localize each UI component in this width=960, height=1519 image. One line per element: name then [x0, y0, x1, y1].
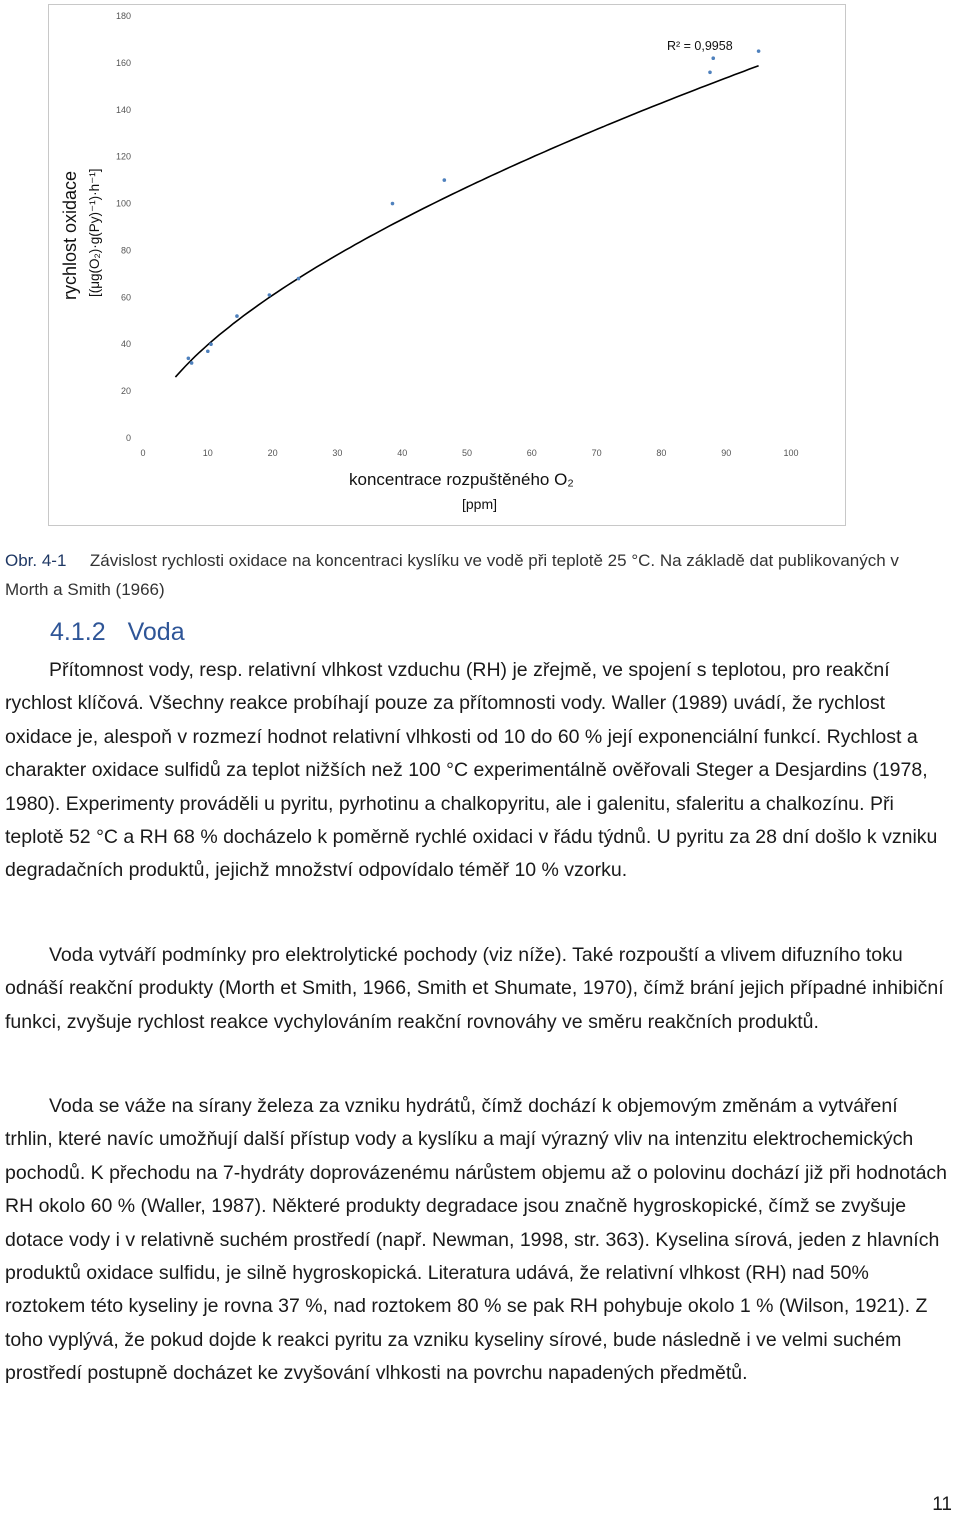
figure-caption	[5, 546, 945, 604]
x-tick-label: 40	[397, 448, 408, 458]
paragraph	[5, 939, 950, 1039]
y-tick-label: 140	[115, 104, 131, 115]
y-axis-unit: [(μg(O₂)·g(Py)⁻¹)·h⁻¹]	[87, 168, 102, 297]
x-tick-label: 90	[721, 448, 732, 458]
figure-chart	[48, 4, 846, 526]
y-tick-label: 180	[115, 11, 131, 21]
section-title: Voda	[127, 618, 185, 646]
y-tick-label: 60	[120, 292, 131, 303]
section-number: 4.1.2	[50, 618, 106, 646]
x-tick-label: 100	[783, 448, 799, 458]
data-point	[206, 349, 210, 353]
y-axis-ticks	[116, 11, 131, 443]
x-tick-label: 0	[140, 448, 146, 458]
caption-label: Obr. 4-1	[5, 551, 67, 570]
paragraph-text: Voda vytváří podmínky pro elektrolytické pochody (viz níže). Také rozpouští a vlivem difuzního toku odnáší reakční produkty (Morth et Smith, 1966, Smith et Shumate, 1970), čímž brání jejich případné inhibiční funkci, zvyšuje rychlost reakce vychylováním reakční rovnováhy ve směru reakčních produktů.	[5, 944, 944, 1033]
y-tick-label: 160	[115, 57, 131, 68]
data-point	[443, 178, 447, 182]
y-tick-label: 0	[125, 433, 131, 443]
x-tick-label: 80	[656, 448, 667, 458]
paragraph	[5, 654, 950, 888]
data-point	[268, 293, 272, 297]
data-points	[187, 49, 761, 364]
data-point	[297, 277, 301, 281]
paragraph	[5, 1090, 950, 1391]
data-point	[235, 314, 239, 318]
y-tick-label: 20	[120, 386, 131, 397]
trendline	[175, 66, 758, 377]
data-point	[708, 70, 712, 74]
data-point	[757, 49, 761, 53]
data-point	[209, 342, 213, 346]
x-tick-label: 70	[591, 448, 602, 458]
x-tick-label: 50	[461, 448, 473, 458]
section-heading	[50, 618, 185, 647]
y-tick-label: 100	[115, 198, 131, 209]
x-tick-label: 30	[332, 448, 343, 458]
data-point	[187, 356, 191, 360]
y-tick-label: 40	[120, 339, 131, 350]
x-axis-ticks	[140, 448, 798, 458]
x-tick-label: 60	[526, 448, 537, 458]
data-point	[391, 202, 395, 206]
r-squared-annotation: R² = 0,9958	[667, 39, 733, 53]
caption-text: Závislost rychlosti oxidace na koncentraci kyslíku ve vodě při teplotě 25 °C. Na základě dat publikovaných v Morth a Smith (1966)	[5, 551, 899, 599]
data-point	[190, 361, 194, 365]
x-tick-label: 10	[202, 448, 213, 458]
x-axis-unit: [ppm]	[462, 496, 498, 512]
oxidation-rate-chart	[49, 5, 847, 527]
y-tick-label: 80	[120, 245, 131, 256]
paragraph-text: Voda se váže na sírany železa za vzniku hydrátů, čímž dochází k objemovým změnám a vytváření trhlin, které navíc umožňují další přístup vody a kyslíku a mají výrazný vliv na intenzitu elektrochemických pochodů. K přechodu na 7-hydráty doprovázenému nárůstem objemu až o polovinu dochází již při hodnotách RH okolo 60 % (Waller, 1987). Některé produkty degradace jsou značně hygroskopické, čímž se zvyšuje dotace vody i v relativně suchém prostředí (např. Newman, 1998, str. 363). Kyselina sírová, jeden z hlavních produktů oxidace sulfidu, je silně hygroskopická. Literatura udává, že relativní vlhkost (RH) nad 50% roztokem této kyseliny je rovna 37 %, nad roztokem 80 % se pak RH pohybuje okolo 1 % (Wilson, 1921). Z toho vyplývá, že pokud dojde k reakci pyritu za vzniku kyseliny sírové, bude následně i ve velmi suchém prostředí postupně docházet ke zvyšování vlhkosti na povrchu napadených předmětů.	[5, 1095, 948, 1385]
paragraph-text: Přítomnost vody, resp. relativní vlhkost vzduchu (RH) je zřejmě, ve spojení s teplotou, pro reakční rychlost klíčová. Všechny reakce probíhají pouze za přítomnosti vody. Waller (1989) uvádí, že rychlost oxidace je, alespoň v rozmezí hodnot relativní vlhkosti od 10 do 60 % její exponenciální funkcí. Rychlost a charakter oxidace sulfidů za teplot nižších než 100 °C experimentálně ověřovali Steger a Desjardins (1978, 1980). Experimenty prováděli u pyritu, pyrhotinu a chalkopyritu, ale i galenitu, sfaleritu a chalkozínu. Při teplotě 52 °C a RH 68 % docházelo k poměrně rychlé oxidaci v řádu týdnů. U pyritu za 28 dní došlo k vzniku degradačních produktů, jejichž množství odpovídalo téměř 10 % vzorku.	[5, 659, 938, 882]
y-axis-title: rychlost oxidace	[60, 170, 80, 300]
x-tick-label: 20	[267, 448, 278, 458]
data-point	[711, 56, 715, 60]
y-tick-label: 120	[115, 151, 131, 162]
x-axis-title: koncentrace rozpuštěného O₂	[349, 470, 574, 489]
page-number: 11	[932, 1494, 952, 1515]
